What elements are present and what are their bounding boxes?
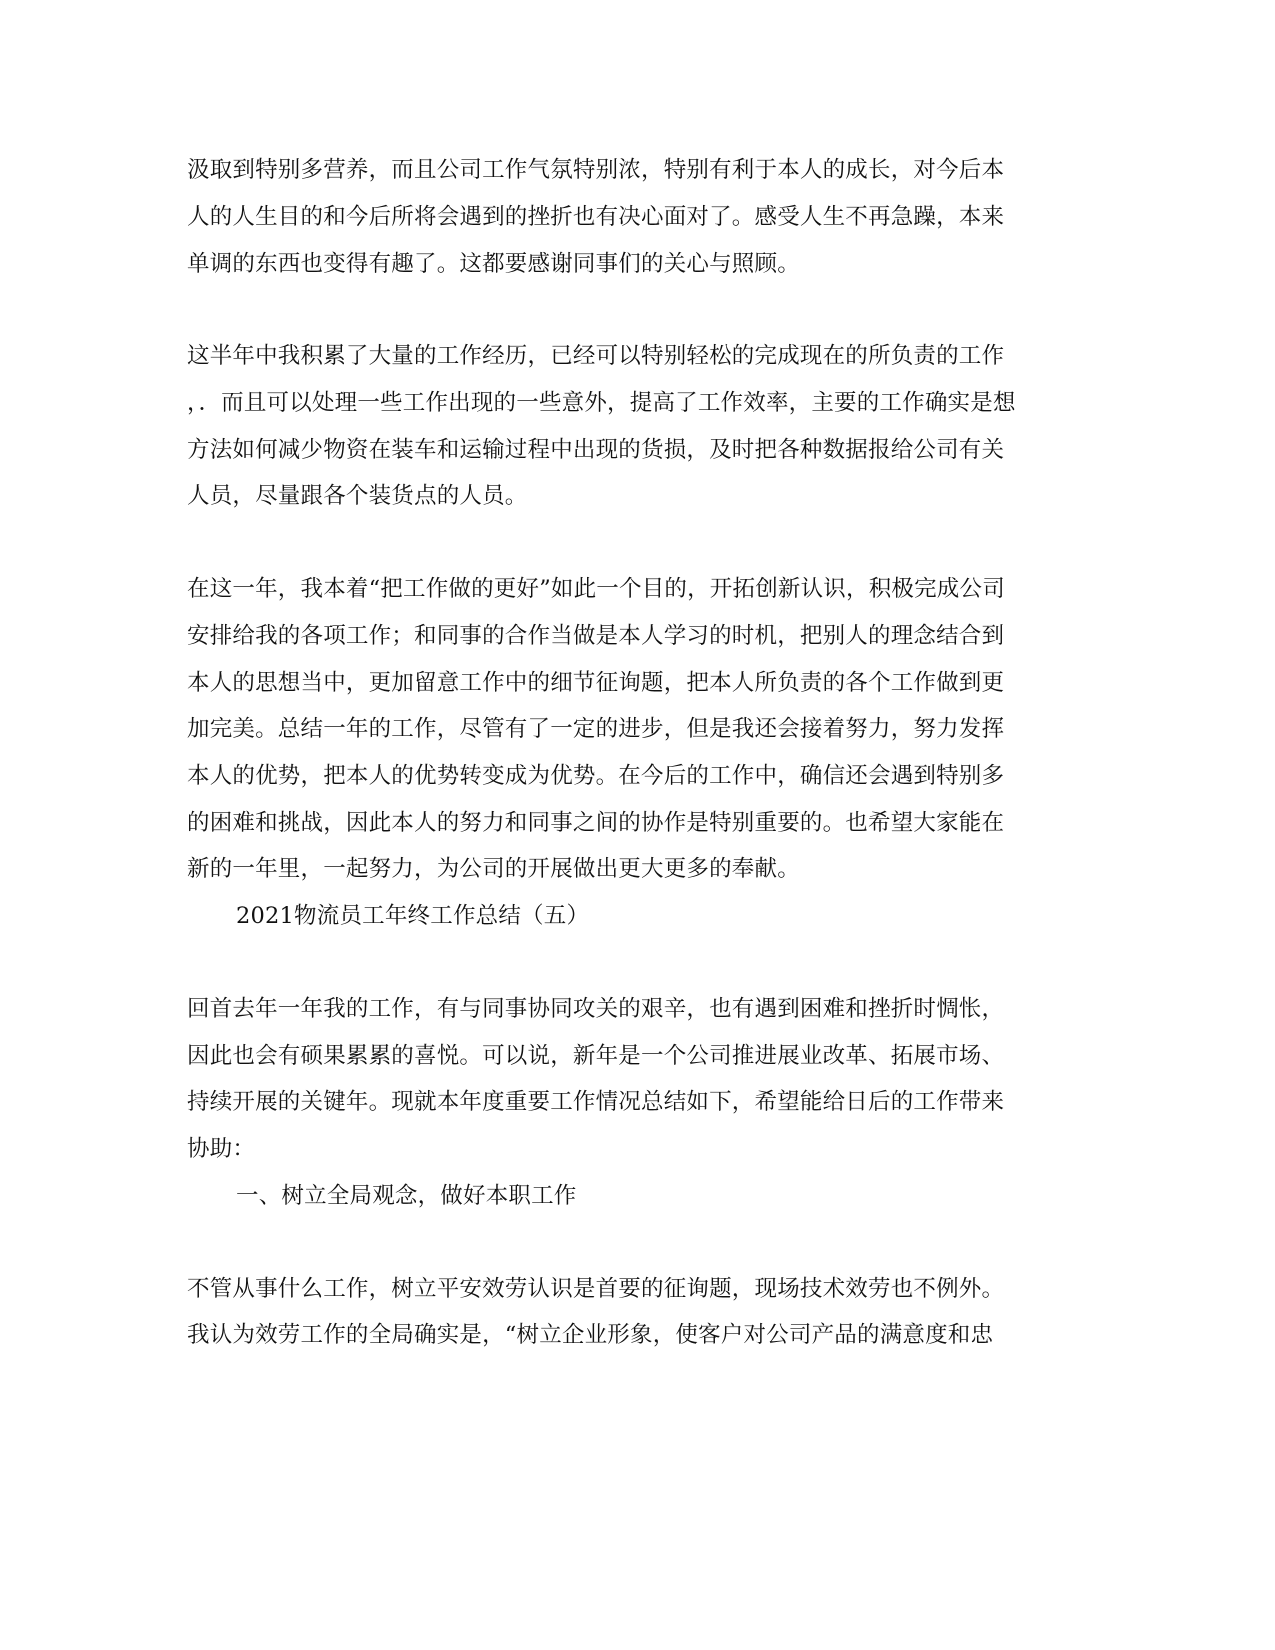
paragraph-line: 这半年中我积累了大量的工作经历，已经可以特别轻松的完成现在的所负责的工作 <box>187 343 1005 369</box>
paragraph-line: 持续开展的关键年。现就本年度重要工作情况总结如下，希望能给日后的工作带来 <box>187 1089 1005 1115</box>
paragraph-line: 人员，尽量跟各个装货点的人员。 <box>187 483 528 509</box>
paragraph-line: 方法如何减少物资在装车和运输过程中出现的货损，及时把各种数据报给公司有关 <box>187 437 1005 463</box>
paragraph-line: 本人的优势，把本人的优势转变成为优势。在今后的工作中，确信还会遇到特别多 <box>187 763 1005 789</box>
paragraph-line: 本人的思想当中，更加留意工作中的细节征询题，把本人所负责的各个工作做到更 <box>187 670 1005 696</box>
paragraph-line: 在这一年，我本着“把工作做的更好”如此一个目的，开拓创新认识，积极完成公司 <box>187 576 1005 602</box>
paragraph-line: 汲取到特别多营养，而且公司工作气氛特别浓，特别有利于本人的成长，对今后本 <box>187 157 1005 183</box>
paragraph-line: 不管从事什么工作，树立平安效劳认识是首要的征询题，现场技术效劳也不例外。 <box>187 1276 1005 1302</box>
paragraph-line: 的困难和挑战，因此本人的努力和同事之间的协作是特别重要的。也希望大家能在 <box>187 810 1005 836</box>
paragraph-line: 新的一年里，一起努力，为公司的开展做出更大更多的奉献。 <box>187 856 800 882</box>
paragraph-line: 加完美。总结一年的工作，尽管有了一定的进步，但是我还会接着努力，努力发挥 <box>187 716 1005 742</box>
paragraph-line: 安排给我的各项工作；和同事的合作当做是本人学习的时机，把别人的理念结合到 <box>187 623 1005 649</box>
paragraph-line: 回首去年一年我的工作，有与同事协同攻关的艰辛，也有遇到困难和挫折时惆怅， <box>187 996 1005 1022</box>
paragraph-line: 人的人生目的和今后所将会遇到的挫折也有决心面对了。感受人生不再急躁，本来 <box>187 204 1005 230</box>
paragraph-line: 单调的东西也变得有趣了。这都要感谢同事们的关心与照顾。 <box>187 251 800 277</box>
paragraph-line: ，．而且可以处理一些工作出现的一些意外，提高了工作效率，主要的工作确实是想 <box>187 390 1016 416</box>
paragraph-line: 因此也会有硕果累累的喜悦。可以说，新年是一个公司推进展业改革、拓展市场、 <box>187 1043 1005 1069</box>
subsection-heading: 一、树立全局观念，做好本职工作 <box>236 1183 577 1209</box>
paragraph-line: 协助： <box>187 1136 256 1162</box>
paragraph-line: 我认为效劳工作的全局确实是，“树立企业形象，使客户对公司产品的满意度和忠 <box>187 1322 994 1348</box>
section-heading: 2021物流员工年终工作总结（五） <box>236 903 590 929</box>
